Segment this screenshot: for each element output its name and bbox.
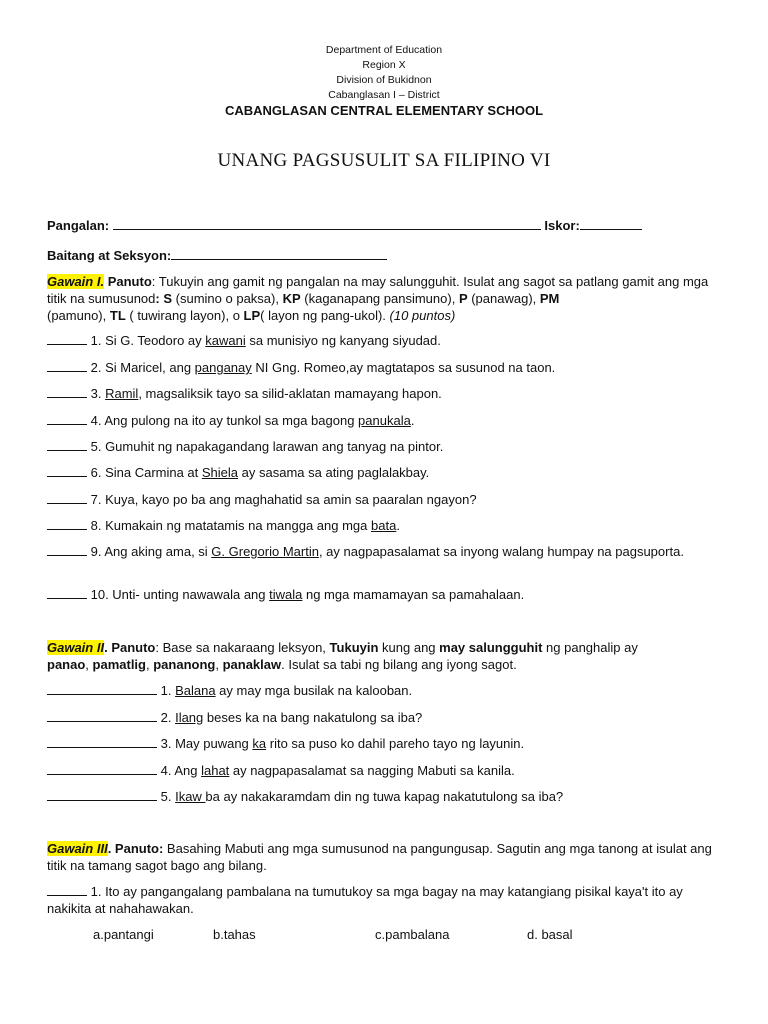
code-tl-desc: ( tuwirang layon), o: [125, 308, 244, 323]
answer-blank[interactable]: [47, 465, 87, 477]
name-label: Pangalan:: [47, 218, 110, 233]
points-note: (10 puntos): [389, 308, 456, 323]
answer-blank[interactable]: [47, 439, 87, 451]
answer-blank[interactable]: [47, 710, 157, 722]
question-item: [47, 735, 722, 752]
item-text: , ay nagpapasalamat sa inyong walang humpay na pagsuporta.: [318, 544, 684, 559]
district-line: Cabanglasan I – District: [328, 89, 440, 101]
underlined-word: panganay: [194, 360, 252, 375]
grade-row: [47, 247, 387, 263]
panuto-label: Panuto: [107, 274, 152, 289]
code-pm: PM: [539, 291, 560, 306]
item-text: beses ka na bang nakatulong sa iba?: [203, 710, 423, 725]
question-item: [47, 438, 722, 455]
underlined-word: kawani: [205, 333, 246, 348]
score-label: Iskor:: [544, 218, 580, 233]
school-name: CABANGLASAN CENTRAL ELEMENTARY SCHOOL: [224, 103, 544, 118]
question-item: [47, 464, 722, 481]
instruction-text: : Tukuyin ang gamit ng pangalan na may salungguhit. Isulat ang sagot sa patlang gamit ang mga titik na sumusunod: [47, 274, 709, 306]
gawain3-label: Gawain III: [47, 841, 108, 856]
answer-blank[interactable]: [47, 518, 87, 530]
may-salungguhit-word: may salungguhit: [439, 640, 543, 655]
item-text: ba ay nakakaramdam din ng tuwa kapag nakatutulong sa iba?: [205, 789, 564, 804]
code-pm-desc: (pamuno),: [47, 308, 110, 323]
item-text: 7. Kuya, kayo po ba ang maghahatid sa amin sa paaralan ngayon?: [87, 492, 477, 507]
instruction-text: kung ang: [378, 640, 440, 655]
item-text: 4. Ang: [157, 763, 202, 778]
instruction-text: : Base sa nakaraang leksyon,: [155, 640, 330, 655]
instruction-text: ng panghalip ay: [542, 640, 638, 655]
underlined-word: panukala: [358, 413, 411, 428]
gawain2-label: Gawain II: [47, 640, 105, 655]
item-text: 1.: [157, 683, 176, 698]
item-text: 8. Kumakain ng matatamis na mangga ang mga: [87, 518, 371, 533]
department-line: Department of Education: [325, 44, 443, 56]
code-p: P: [458, 291, 468, 306]
item-text: 2. Si Maricel, ang: [87, 360, 195, 375]
item-text: NI Gng. Romeo,ay magtatapos sa susunod na taon.: [251, 360, 556, 375]
tukuyin-word: Tukuyin: [329, 640, 379, 655]
underlined-word: tiwala: [269, 587, 303, 602]
underlined-word: Ilang: [175, 710, 204, 725]
answer-blank[interactable]: [47, 492, 87, 504]
item-text: 3. May puwang: [157, 736, 253, 751]
instruction-text: . Isulat sa tabi ng bilang ang iyong sagot.: [281, 657, 517, 672]
colon: :: [155, 291, 160, 306]
question-item: [47, 332, 722, 349]
item-text: 5.: [157, 789, 176, 804]
region-line: Region X: [362, 59, 406, 71]
panuto-label: Panuto: [111, 640, 156, 655]
exam-title: UNANG PAGSUSULIT SA FILIPINO VI: [217, 150, 551, 171]
item-text: 2.: [157, 710, 176, 725]
item-text: 9. Ang aking ama, si: [87, 544, 212, 559]
code-lp: LP: [243, 308, 261, 323]
answer-blank[interactable]: [47, 544, 87, 556]
question-item: [47, 491, 722, 508]
code-tl: TL: [109, 308, 126, 323]
answer-blank[interactable]: [47, 587, 87, 599]
question-item: [47, 359, 722, 376]
underlined-word: G. Gregorio Martin: [211, 544, 319, 559]
answer-blank[interactable]: [47, 683, 157, 695]
item-text: 10. Unti- unting nawawala ang: [87, 587, 270, 602]
item-text: ay may mga busilak na kalooban.: [215, 683, 413, 698]
answer-blank[interactable]: [47, 736, 157, 748]
answer-blank[interactable]: [47, 789, 157, 801]
item-text: 1. Ito ay pangangalang pambalana na tumutukoy sa mga bagay na may katangiang pisikal kaya't ito ay nakikita at nahahawakan.: [47, 884, 683, 916]
instruction-text: Basahing Mabuti ang mga sumusunod na pangungusap. Sagutin ang mga tanong at isulat ang titik na tamang sagot bago ang bilang.: [47, 841, 712, 873]
choice-c: c.pambalana: [375, 927, 450, 942]
pamatlig-word: pamatlig: [92, 657, 146, 672]
choice-a: a.pantangi: [93, 927, 154, 942]
code-s: S: [163, 291, 173, 306]
answer-blank[interactable]: [47, 333, 87, 345]
underlined-word: Ramil: [105, 386, 139, 401]
question-item: [47, 709, 722, 726]
code-lp-desc: ( layon ng pang-ukol).: [260, 308, 390, 323]
item-text: , magsaliksik tayo sa silid-aklatan mamayang hapon.: [138, 386, 442, 401]
grade-label: Baitang at Seksyon:: [47, 248, 172, 263]
code-p-desc: (panawag),: [467, 291, 540, 306]
gawain3-item-1: [47, 883, 697, 917]
question-item: [47, 543, 722, 560]
item-text: ay nagpapasalamat sa nagging Mabuti sa kanila.: [229, 763, 515, 778]
question-item: [47, 412, 722, 429]
code-kp-desc: (kaganapang pansimuno),: [300, 291, 459, 306]
item-text: 1. Si G. Teodoro ay: [87, 333, 206, 348]
panuto-label: Panuto:: [114, 841, 164, 856]
code-s-desc: (sumino o paksa),: [172, 291, 283, 306]
question-item: [47, 385, 722, 402]
item-text: rito sa puso ko dahil pareho tayo ng layunin.: [266, 736, 525, 751]
score-blank[interactable]: [580, 217, 642, 230]
choice-d: d. basal: [527, 927, 573, 942]
underlined-word: Balana: [175, 683, 216, 698]
underlined-word: bata: [371, 518, 397, 533]
question-item: [47, 788, 722, 805]
item-text: ay sasama sa ating paglalakbay.: [238, 465, 430, 480]
question-item: [47, 517, 722, 534]
underlined-word: ka: [252, 736, 267, 751]
name-blank[interactable]: [113, 217, 541, 230]
grade-blank[interactable]: [171, 247, 387, 260]
panaklaw-word: panaklaw: [222, 657, 282, 672]
item-text: .: [410, 413, 415, 428]
pananong-word: pananong: [153, 657, 216, 672]
dot: .: [107, 841, 115, 856]
division-line: Division of Bukidnon: [336, 74, 432, 86]
gawain1-instructions: [47, 273, 722, 324]
panao-word: panao: [47, 657, 86, 672]
gawain3-instructions: [47, 840, 722, 874]
item-text: 5. Gumuhit ng napakagandang larawan ang tanyag na pintor.: [87, 439, 444, 454]
separator: ,: [146, 657, 154, 672]
underlined-word: lahat: [201, 763, 230, 778]
separator: ,: [85, 657, 93, 672]
answer-blank[interactable]: [47, 413, 87, 425]
item-text: sa munisiyo ng kanyang siyudad.: [245, 333, 441, 348]
underlined-word: Ikaw: [175, 789, 206, 804]
item-text: 4. Ang pulong na ito ay tunkol sa mga bagong: [87, 413, 359, 428]
question-item: [47, 762, 722, 779]
question-item: [47, 586, 722, 603]
item-text: .: [396, 518, 400, 533]
item-text: 6. Sina Carmina at: [87, 465, 202, 480]
gawain2-instructions: [47, 639, 722, 673]
name-score-row: [47, 217, 642, 233]
item-text: ng mga mamamayan sa pamahalaan.: [302, 587, 525, 602]
underlined-word: Shiela: [201, 465, 239, 480]
choice-b: b.tahas: [213, 927, 256, 942]
separator: ,: [215, 657, 223, 672]
dot: .: [104, 640, 112, 655]
answer-blank[interactable]: [47, 360, 87, 372]
question-item: [47, 682, 722, 699]
code-kp: KP: [282, 291, 301, 306]
gawain1-label: Gawain I.: [47, 274, 105, 289]
answer-blank[interactable]: [47, 884, 87, 896]
answer-blank[interactable]: [47, 386, 87, 398]
answer-blank[interactable]: [47, 763, 157, 775]
item-text: 3.: [87, 386, 106, 401]
